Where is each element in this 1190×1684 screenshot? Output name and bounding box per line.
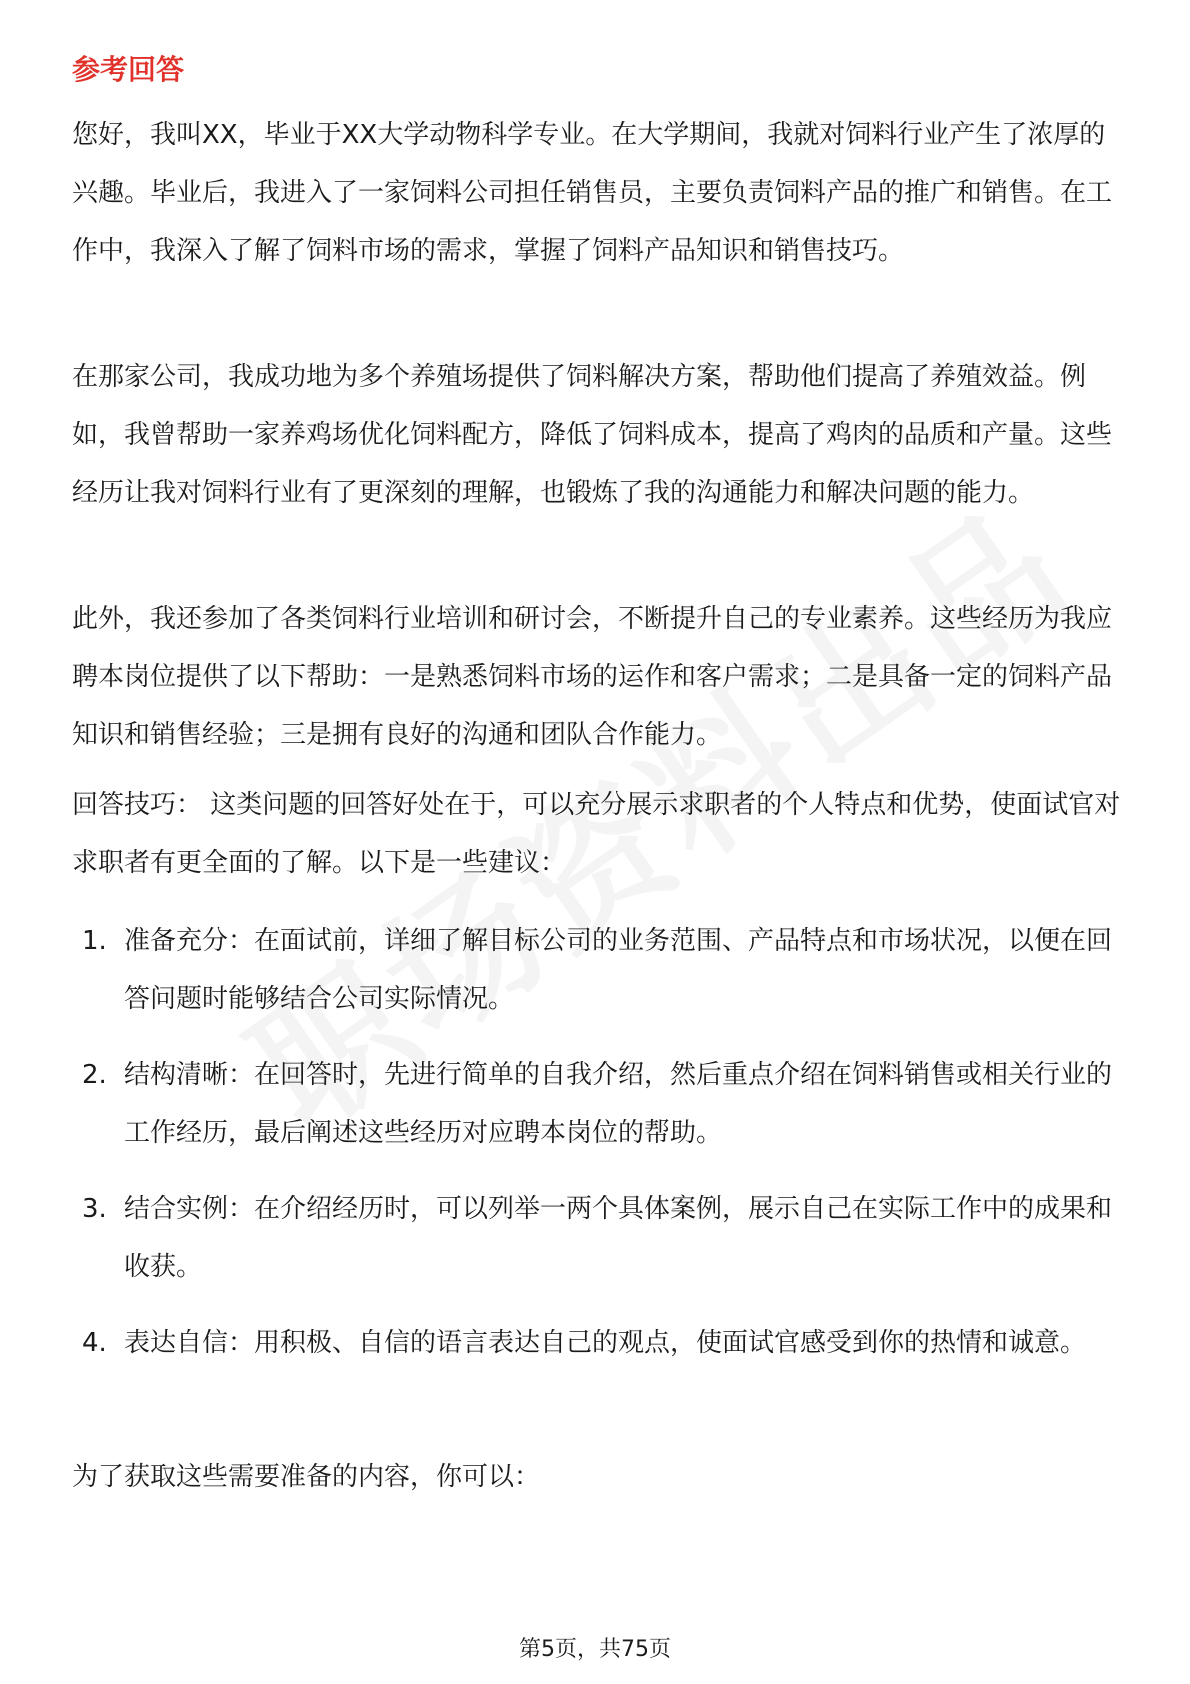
list-number: 2. <box>82 1060 107 1090</box>
list-text: 结构清晰：在回答时，先进行简单的自我介绍，然后重点介绍在饲料销售或相关行业的工作经历，最后阐述这些经历对应聘本岗位的帮助。 <box>124 1060 1113 1148</box>
paragraph-closing: 为了获取这些需要准备的内容，你可以： <box>72 1462 541 1492</box>
list-item <box>82 912 1122 1028</box>
page-footer: 第5页，共75页 <box>519 1637 671 1662</box>
list-number: 4. <box>82 1328 107 1358</box>
section-title: 参考回答 <box>72 53 185 86</box>
list-item <box>82 1314 1122 1372</box>
list-item <box>82 1046 1122 1162</box>
paragraph-intro: 您好，我叫XX，毕业于XX大学动物科学专业。在大学期间，我就对饲料行业产生了浓厚的兴趣。毕业后，我进入了一家饲料公司担任销售员，主要负责饲料产品的推广和销售。在工作中，我深入了解了饲料市场的需求，掌握了饲料产品知识和销售技巧。 <box>72 120 1113 266</box>
paragraph-tips: 回答技巧： 这类问题的回答好处在于，可以充分展示求职者的个人特点和优势，使面试官对求职者有更全面的了解。以下是一些建议： <box>72 790 1121 878</box>
list-text: 准备充分：在面试前，详细了解目标公司的业务范围、产品特点和市场状况，以便在回答问题时能够结合公司实际情况。 <box>124 926 1113 1014</box>
list-text: 结合实例：在介绍经历时，可以列举一两个具体案例，展示自己在实际工作中的成果和收获。 <box>124 1194 1113 1282</box>
list-number: 3. <box>82 1194 107 1224</box>
list-item <box>82 1180 1122 1296</box>
paragraph-training: 此外，我还参加了各类饲料行业培训和研讨会，不断提升自己的专业素养。这些经历为我应聘本岗位提供了以下帮助：一是熟悉饲料市场的运作和客户需求；二是具备一定的饲料产品知识和销售经验；三是拥有良好的沟通和团队合作能力。 <box>72 604 1113 750</box>
list-text: 表达自信：用积极、自信的语言表达自己的观点，使面试官感受到你的热情和诚意。 <box>124 1328 1087 1358</box>
paragraph-experience: 在那家公司，我成功地为多个养殖场提供了饲料解决方案，帮助他们提高了养殖效益。例如，我曾帮助一家养鸡场优化饲料配方，降低了饲料成本，提高了鸡肉的品质和产量。这些经历让我对饲料行业有了更深刻的理解，也锻炼了我的沟通能力和解决问题的能力。 <box>72 362 1113 508</box>
list-number: 1. <box>82 926 107 956</box>
